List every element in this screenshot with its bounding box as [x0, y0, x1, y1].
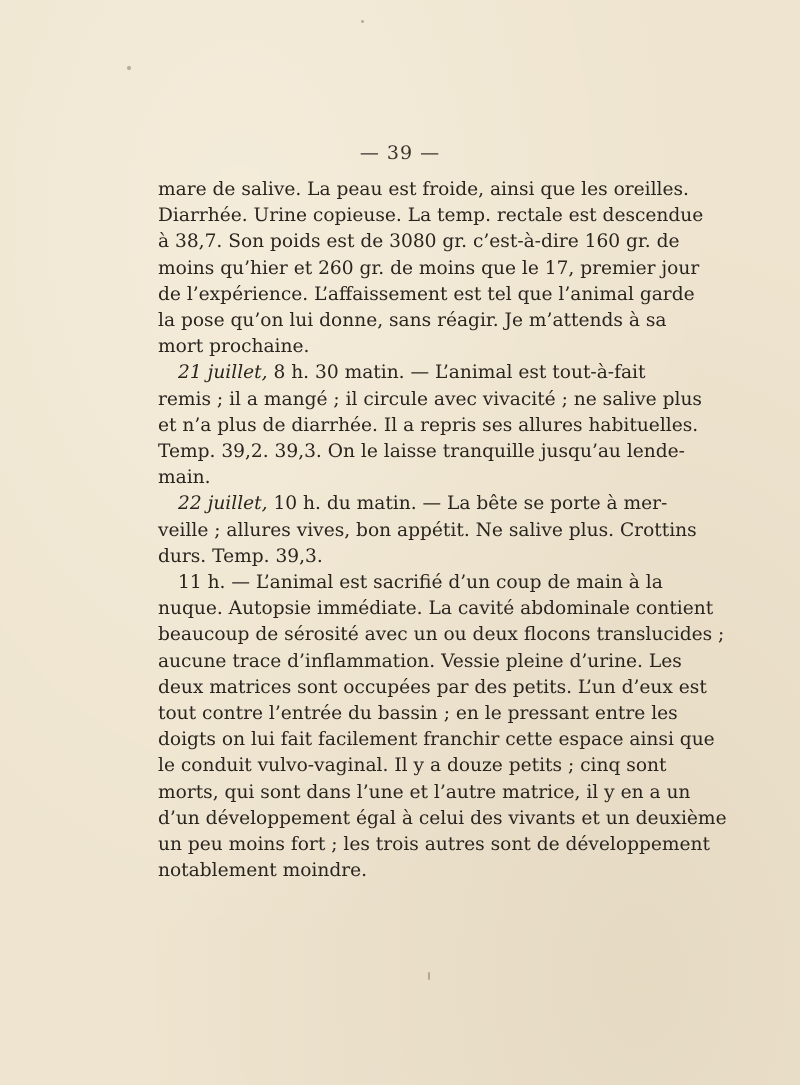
- text-run: 10 h. du matin. — La bête se porte à mer-: [267, 493, 668, 515]
- date-label: 22 juillet,: [178, 493, 268, 515]
- paragraph-lead: [158, 360, 646, 386]
- text-line: et n’a plus de diarrhée. Il a repris ses allures habituelles.: [158, 414, 699, 436]
- text-line: remis ; il a mangé ; il circule avec vivacité ; ne salive plus: [158, 388, 702, 410]
- text-line: durs. Temp. 39,3.: [158, 545, 323, 567]
- text-line: de l’expérience. L’affaissement est tel que l’animal garde: [158, 283, 695, 305]
- text-line: moins qu’hier et 260 gr. de moins que le 17, premier jour: [158, 257, 700, 279]
- page-number: — 39 —: [359, 142, 441, 164]
- text-line: mare de salive. La peau est froide, ainsi que les oreilles.: [158, 179, 689, 200]
- text-line: doigts on lui fait facilement franchir cette espace ainsi que: [158, 729, 715, 751]
- text-line: la pose qu’on lui donne, sans réagir. Je m’attends à sa: [158, 310, 667, 332]
- text-line: Diarrhée. Urine copieuse. La temp. rectale est descendue: [158, 205, 704, 227]
- text-line: beaucoup de sérosité avec un ou deux flocons translucides ;: [158, 624, 725, 646]
- text-line: notablement moindre.: [158, 860, 368, 882]
- text-line: veille ; allures vives, bon appétit. Ne salive plus. Crottins: [158, 519, 697, 541]
- text-line: à 38,7. Son poids est de 3080 gr. c’est-à-dire 160 gr. de: [158, 231, 680, 253]
- text-line: Temp. 39,2. 39,3. On le laisse tranquille jusqu’au lende-: [158, 441, 685, 463]
- text-line: aucune trace d’inflammation. Vessie pleine d’urine. Les: [158, 650, 682, 672]
- date-label: 21 juillet,: [178, 362, 268, 384]
- text-line: deux matrices sont occupées par des petits. L’un d’eux est: [158, 676, 707, 698]
- paragraph-lead: [158, 491, 668, 517]
- text-line: morts, qui sont dans l’une et l’autre matrice, il y en a un: [158, 781, 691, 803]
- paper-speck: [127, 66, 131, 70]
- body-text: [158, 177, 727, 884]
- text-line: un peu moins fort ; les trois autres sont de développement: [158, 834, 710, 856]
- text-line: main.: [158, 467, 211, 489]
- text-line: d’un développement égal à celui des vivants et un deuxième: [158, 807, 727, 829]
- text-run: 8 h. 30 matin. — L’animal est tout-à-fait: [267, 362, 646, 384]
- paragraph-lead: 11 h. — L’animal est sacrifié d’un coup de main à la: [178, 572, 663, 594]
- text-line: nuque. Autopsie immédiate. La cavité abdominale contient: [158, 598, 714, 620]
- paper-speck: [428, 972, 430, 980]
- text-line: mort prochaine.: [158, 336, 310, 358]
- text-line: tout contre l’entrée du bassin ; en le pressant entre les: [158, 703, 678, 725]
- text-line: le conduit vulvo-vaginal. Il y a douze petits ; cinq sont: [158, 755, 667, 777]
- paper-speck: [361, 20, 364, 23]
